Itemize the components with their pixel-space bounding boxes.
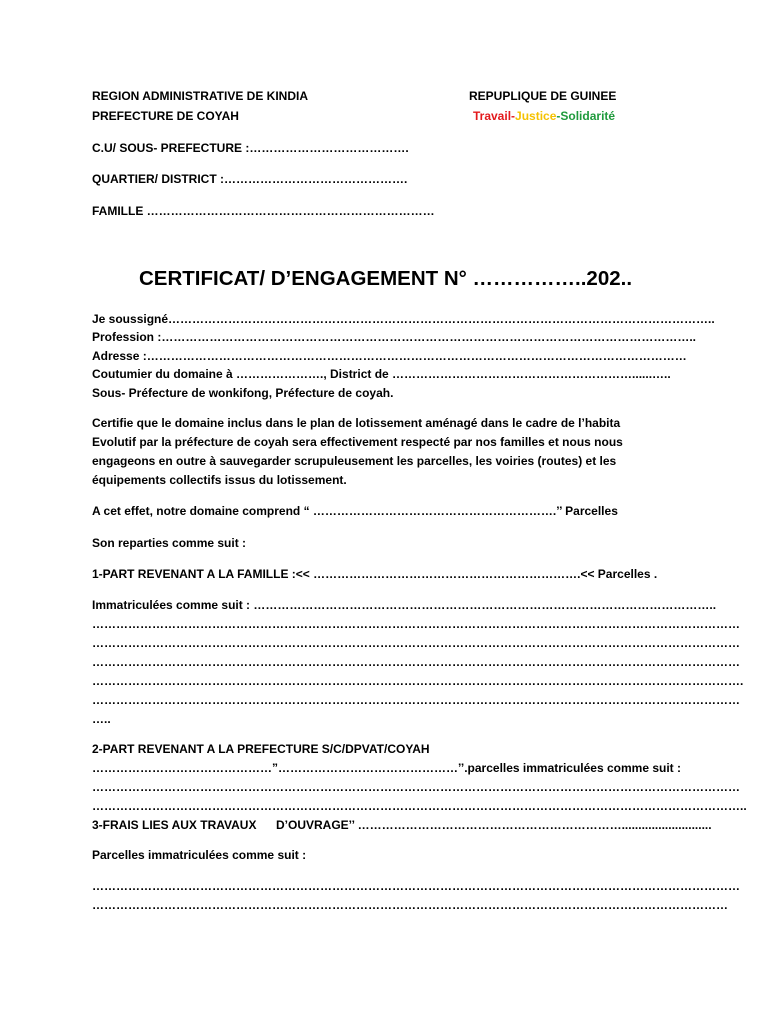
dotted-line: ……………………………………………………………………………………………………………………………………………… bbox=[92, 617, 740, 631]
motto-solidarite: Solidarité bbox=[560, 109, 616, 123]
dotted-line: ………………………………………………………………………………………………………………………………………………. bbox=[92, 674, 744, 688]
cu-sous-prefecture-field: C.U/ SOUS- PREFECTURE :…………………………………. bbox=[92, 141, 409, 155]
certifie-line: équipements collectifs issus du lotissement. bbox=[92, 473, 347, 487]
dotted-line: ……………………………………………………………………………………………………………………………………………… bbox=[92, 655, 740, 669]
quartier-district-field: QUARTIER/ DISTRICT :………………………………………. bbox=[92, 172, 408, 186]
dotted-line: ….. bbox=[92, 712, 111, 726]
motto-justice: Justice bbox=[515, 109, 557, 123]
certifie-line: Evolutif par la préfecture de coyah sera effectivement respecté par nos familles et nous nous bbox=[92, 435, 623, 449]
frais-travaux-label: 3-FRAIS LIES AUX TRAVAUX bbox=[92, 818, 257, 832]
motto-separator: - bbox=[556, 109, 561, 123]
region-label: REGION ADMINISTRATIVE DE KINDIA bbox=[92, 89, 309, 103]
coutumier-field: Coutumier du domaine à …………………., District de ……………………………………………………......….. bbox=[92, 367, 671, 381]
immatriculees-famille-line: Immatriculées comme suit : …………………………………………………………………………………………………….. bbox=[92, 598, 717, 612]
prefecture-label: PREFECTURE DE COYAH bbox=[92, 109, 239, 123]
part-prefecture-heading: 2-PART REVENANT A LA PREFECTURE S/C/DPVAT/COYAH bbox=[92, 742, 430, 756]
profession-field: Profession :…………………………………………………………………………………………………………………….. bbox=[92, 330, 697, 344]
certifie-line: Certifie que le domaine inclus dans le plan de lotissement aménagé dans le cadre de l’habita bbox=[92, 416, 621, 430]
motto-separator: - bbox=[511, 109, 516, 123]
adresse-field: Adresse :……………………………………………………………………………………………………………………… bbox=[92, 349, 687, 363]
frais-ouvrage-line: D’OUVRAGE’’ …………………………………………………………........................... bbox=[276, 818, 712, 832]
national-motto bbox=[473, 108, 615, 124]
dotted-line: ……………………………………………………………………………………………………………………………………………… bbox=[92, 780, 740, 794]
dotted-line: ……………………………………………………………………………………………………………………………………………… bbox=[92, 636, 740, 650]
parcelles-immatriculees-line: Parcelles immatriculées comme suit : bbox=[92, 848, 307, 862]
soussigne-field: Je soussigné……………………………………………………………………………………………………………………….. bbox=[92, 312, 715, 326]
motto-travail: Travail bbox=[473, 109, 512, 123]
sous-prefecture-line: Sous- Préfecture de wonkifong, Préfecture de coyah. bbox=[92, 386, 394, 400]
dotted-line: ……………………………………………………………………………………………………………………………………………… bbox=[92, 879, 740, 893]
reparties-line: Son reparties comme suit : bbox=[92, 536, 247, 550]
dotted-line: …………………………………………………………………………………………………………………………………………… bbox=[92, 898, 728, 912]
domaine-parcelles-line: A cet effet, notre domaine comprend “ …………………………………………………….’’ Parcelles bbox=[92, 504, 618, 518]
part-prefecture-line: ………………………………………”………………………………………’’.parcelles immatriculées comme suit : bbox=[92, 761, 681, 775]
document-title: CERTIFICAT/ D’ENGAGEMENT N° ……………..202.. bbox=[139, 267, 633, 290]
famille-field: FAMILLE ……………………………………………………………… bbox=[92, 204, 435, 218]
certifie-line: engageons en outre à sauvegarder scrupuleusement les parcelles, les voiries (routes) et les bbox=[92, 454, 617, 468]
part-famille-heading: 1-PART REVENANT A LA FAMILLE :<< ………………………………………………………….<< Parcelles . bbox=[92, 567, 658, 581]
republic-label: REPUPLIQUE DE GUINEE bbox=[469, 89, 617, 103]
dotted-line: ……………………………………………………………………………………………………………………………………………… bbox=[92, 693, 740, 707]
dotted-line: ……………………………………………………………………………………………………………………………………………….. bbox=[92, 799, 747, 813]
